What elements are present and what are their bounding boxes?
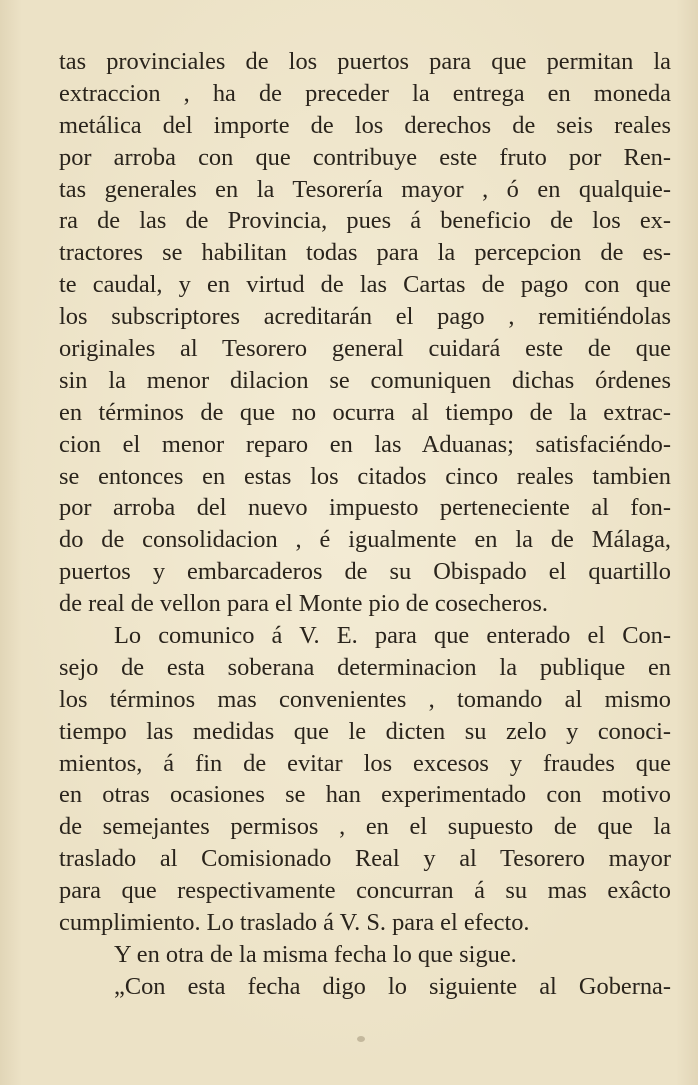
paragraph-start-line: „Con esta fecha digo lo siguiente al Goberna- [114,972,671,1000]
text-line: originales al Tesorero general cuidará este de que [59,335,671,363]
text-line: extraccion , ha de preceder la entrega en moneda [59,79,671,107]
text-line: en términos de que no ocurra al tiempo de la extrac- [59,398,671,426]
text-line: traslado al Comisionado Real y al Tesorero mayor [59,845,671,873]
text-line: do de consolidacion , é igualmente en la de Málaga, [59,526,671,554]
text-line: tiempo las medidas que le dicten su zelo y conoci- [59,717,671,745]
paragraph-end-line: cumplimiento. Lo traslado á V. S. para el efecto. [59,909,530,937]
paragraph-start-line: Lo comunico á V. E. para que enterado el Con- [114,622,671,650]
text-line: los subscriptores acreditarán el pago , remitiéndolas [59,303,671,331]
text-line: tas provinciales de los puertos para que permitan la [59,48,671,75]
ink-spot [357,1036,365,1042]
text-line: tractores se habilitan todas para la percepcion de es- [59,239,671,267]
paragraph-end-line: de real de vellon para el Monte pio de cosecheros. [59,590,548,618]
page-text [59,46,671,1003]
text-line: mientos, á fin de evitar los excesos y fraudes que [59,749,671,777]
text-line: los términos mas convenientes , tomando al mismo [59,685,671,713]
text-line: cion el menor reparo en las Aduanas; satisfaciéndo- [59,430,671,458]
text-line: por arroba con que contribuye este fruto por Ren- [59,143,671,171]
text-line: te caudal, y en virtud de las Cartas de pago con que [59,271,671,299]
text-line: ra de las de Provincia, pues á beneficio de los ex- [59,207,671,235]
text-line: puertos y embarcaderos de su Obispado el quartillo [59,558,671,586]
text-line: en otras ocasiones se han experimentado con motivo [59,781,671,809]
text-line: se entonces en estas los citados cinco reales tambien [59,462,671,490]
text-line: tas generales en la Tesorería mayor , ó en qualquie- [59,175,671,203]
text-line: metálica del importe de los derechos de seis reales [59,111,671,139]
text-line: por arroba del nuevo impuesto perteneciente al fon- [59,494,671,522]
text-line: sejo de esta soberana determinacion la publique en [59,653,671,681]
text-line: sin la menor dilacion se comuniquen dichas órdenes [59,366,671,394]
text-line: para que respectivamente concurran á su mas exâcto [59,877,671,905]
paragraph-line: Y en otra de la misma fecha lo que sigue. [114,940,517,968]
text-line: de semejantes permisos , en el supuesto de que la [59,813,671,841]
